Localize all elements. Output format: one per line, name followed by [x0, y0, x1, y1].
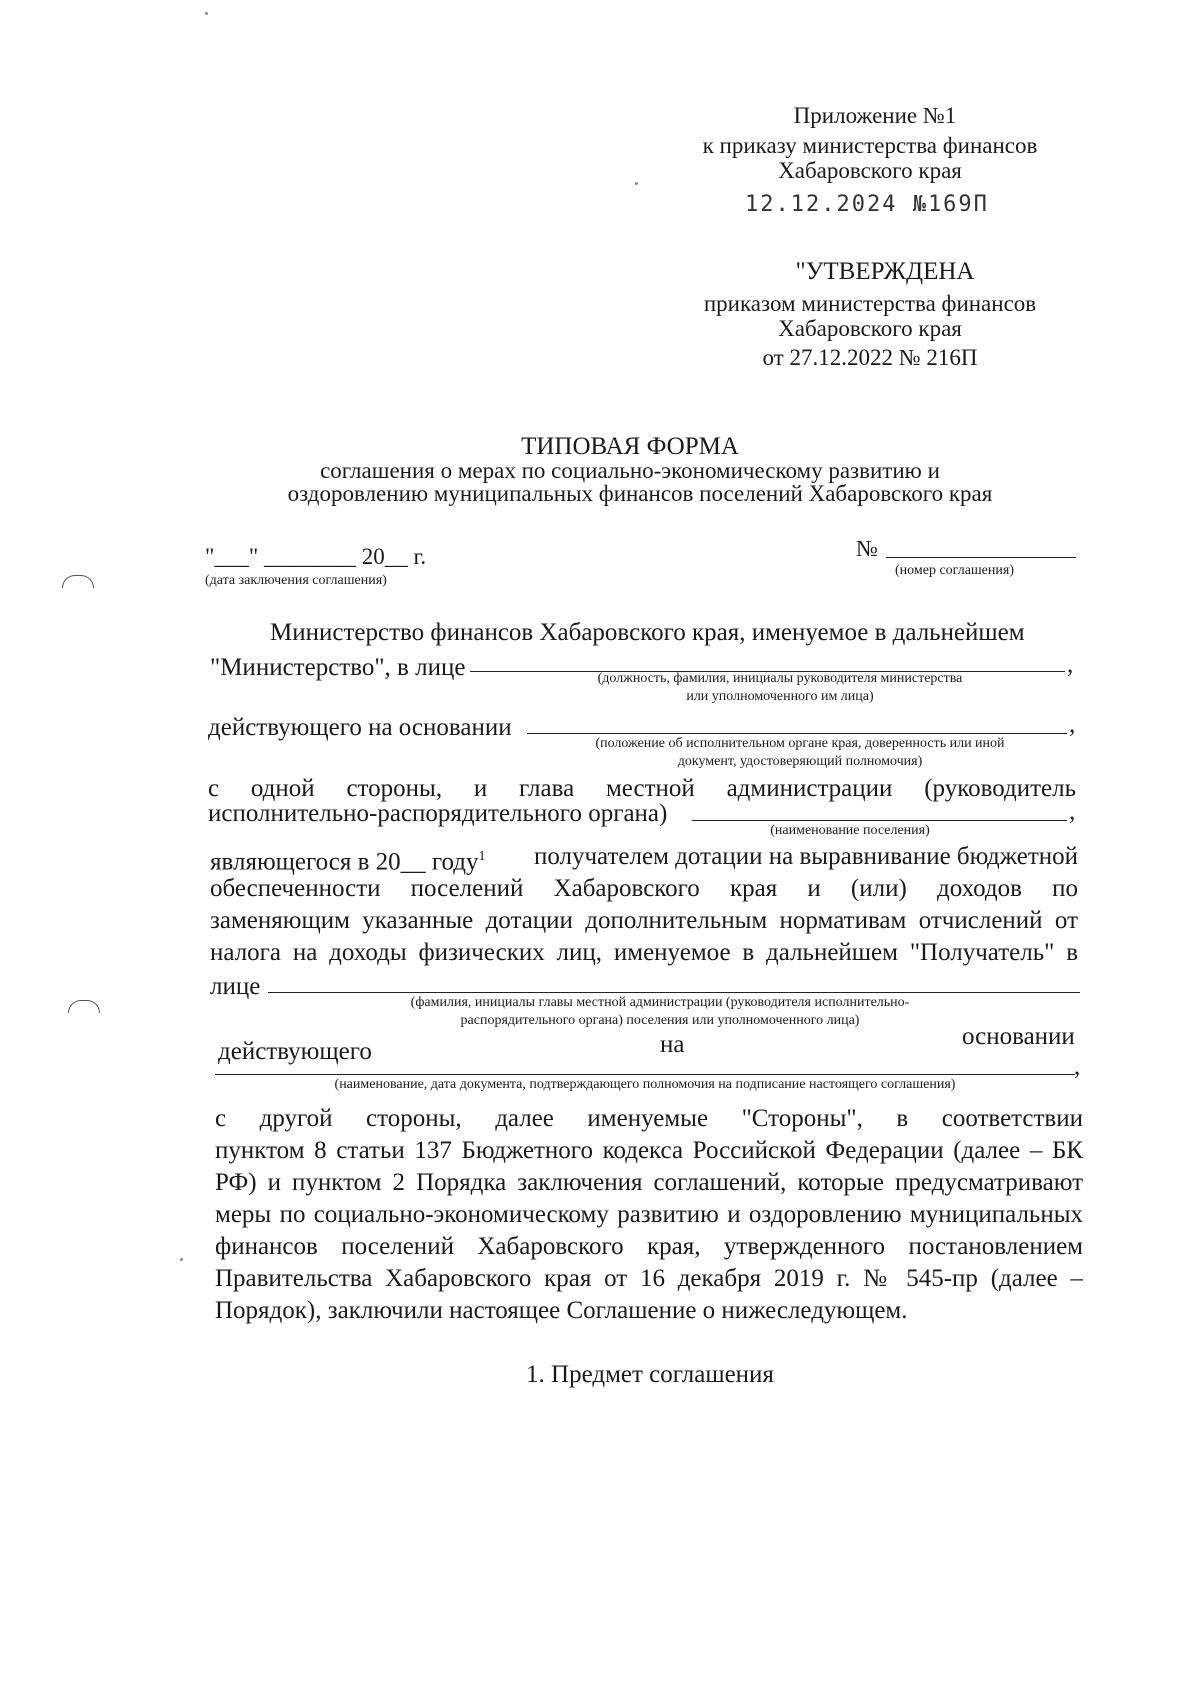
- date-caption: (дата заключения соглашения): [205, 573, 387, 588]
- p4-line3: заменяющим указанные дотации дополнительным нормативам отчислений от: [210, 907, 1078, 934]
- p4-line5: лице: [210, 973, 261, 1000]
- form-title: ТИПОВАЯ ФОРМА: [521, 433, 739, 460]
- p5-word-on: на: [660, 1031, 685, 1058]
- date-blank: "___" ________ 20__ г.: [205, 544, 427, 569]
- scan-speck: [180, 1258, 183, 1261]
- p6-line7: Порядок), заключили настоящее Соглашение о нижеследующем.: [215, 1297, 908, 1324]
- p3-line1: с одной стороны, и глава местной администрации (руководитель: [208, 775, 1076, 802]
- caption-1-line1: (должность, фамилия, инициалы руководителя министерства: [597, 671, 963, 686]
- number-caption: (номер соглашения): [895, 563, 1014, 578]
- p4-line2: обеспеченности поселений Хабаровского края и (или) доходов по: [210, 875, 1078, 902]
- p6-line5: финансов поселений Хабаровского края, утвержденного постановлением: [215, 1233, 1083, 1260]
- p6-line3: РФ) и пунктом 2 Порядка заключения соглашений, которые предусматривают: [215, 1169, 1083, 1196]
- caption-2-line2: документ, удостоверяющий полномочия): [677, 754, 923, 769]
- form-subtitle-2: оздоровлению муниципальных финансов поселений Хабаровского края: [287, 481, 993, 506]
- comma: ,: [1069, 711, 1076, 738]
- p5-word-basis: основании: [962, 1023, 1075, 1050]
- comma: ,: [1074, 1053, 1081, 1080]
- footnote-ref: 1: [478, 849, 486, 864]
- p4-line1: [210, 842, 1078, 877]
- appendix-line1: к приказу министерства финансов: [702, 133, 1038, 158]
- caption-4-line2: распорядительного органа) поселения или уполномоченного лица): [460, 1013, 860, 1028]
- caption-3: (наименование поселения): [770, 823, 930, 838]
- caption-1-line2: или уполномоченного им лица): [686, 689, 874, 704]
- p2-line1: действующего на основании: [208, 714, 512, 741]
- number-prefix: №: [856, 536, 878, 561]
- approved-title: "УТВЕРЖДЕНА: [795, 258, 975, 285]
- p4-line1-start: являющегося в 20__ году$^1$: [210, 848, 486, 876]
- scan-mark: [68, 1000, 100, 1013]
- approved-line3: от 27.12.2022 № 216П: [762, 345, 978, 370]
- comma: ,: [1067, 651, 1074, 678]
- recipient-head-line: [268, 992, 1080, 993]
- p6-line4: меры по социально-экономическому развитию и оздоровлению муниципальных: [215, 1201, 1083, 1228]
- approved-line1: приказом министерства финансов: [703, 291, 1037, 316]
- p6-line2: пунктом 8 статьи 137 Бюджетного кодекса Российской Федерации (далее – БК: [215, 1137, 1083, 1164]
- form-subtitle-1: соглашения о мерах по социально-экономическому развитию и: [320, 458, 940, 483]
- number-field-line: [886, 557, 1076, 558]
- section-1-heading: 1. Предмет соглашения: [526, 1361, 774, 1388]
- p5-word-acting: действующего: [218, 1038, 372, 1065]
- caption-5: (наименование, дата документа, подтверждающего полномочия на подписание настоящего соглашения): [334, 1077, 956, 1092]
- comma: ,: [1069, 798, 1076, 825]
- handwritten-order-number: 12.12.2024 №169П: [745, 192, 989, 217]
- p1-line2: "Министерство", в лице: [210, 654, 466, 681]
- caption-2-line1: (положение об исполнительном органе края, доверенность или иной: [595, 736, 1005, 751]
- scan-mark: [62, 575, 94, 588]
- appendix-line2: Хабаровского края: [778, 158, 962, 183]
- appendix-title: Приложение №1: [793, 103, 957, 128]
- basis-line: [527, 733, 1067, 734]
- scan-speck: [205, 12, 208, 15]
- approved-line2: Хабаровского края: [778, 316, 962, 341]
- p4-line4: налога на доходы физических лиц, именуемое в дальнейшем "Получатель" в: [210, 939, 1078, 966]
- p6-line6: Правительства Хабаровского края от 16 декабря 2019 г. № 545-пр (далее –: [215, 1265, 1083, 1292]
- p6-line1: с другой стороны, далее именуемые "Стороны", в соответствии: [215, 1105, 1083, 1132]
- settlement-name-line: [692, 820, 1067, 821]
- caption-4-line1: (фамилия, инициалы главы местной администрации (руководителя исполнительно-: [410, 995, 910, 1010]
- scan-speck: [635, 182, 638, 185]
- authority-document-line: [215, 1074, 1075, 1075]
- p3-line2: исполнительно-распорядительного органа): [208, 800, 668, 827]
- p1-line1: Министерство финансов Хабаровского края, именуемое в дальнейшем: [270, 619, 1025, 646]
- p4-line1-end: получателем дотации на выравнивание бюджетной: [533, 843, 1078, 870]
